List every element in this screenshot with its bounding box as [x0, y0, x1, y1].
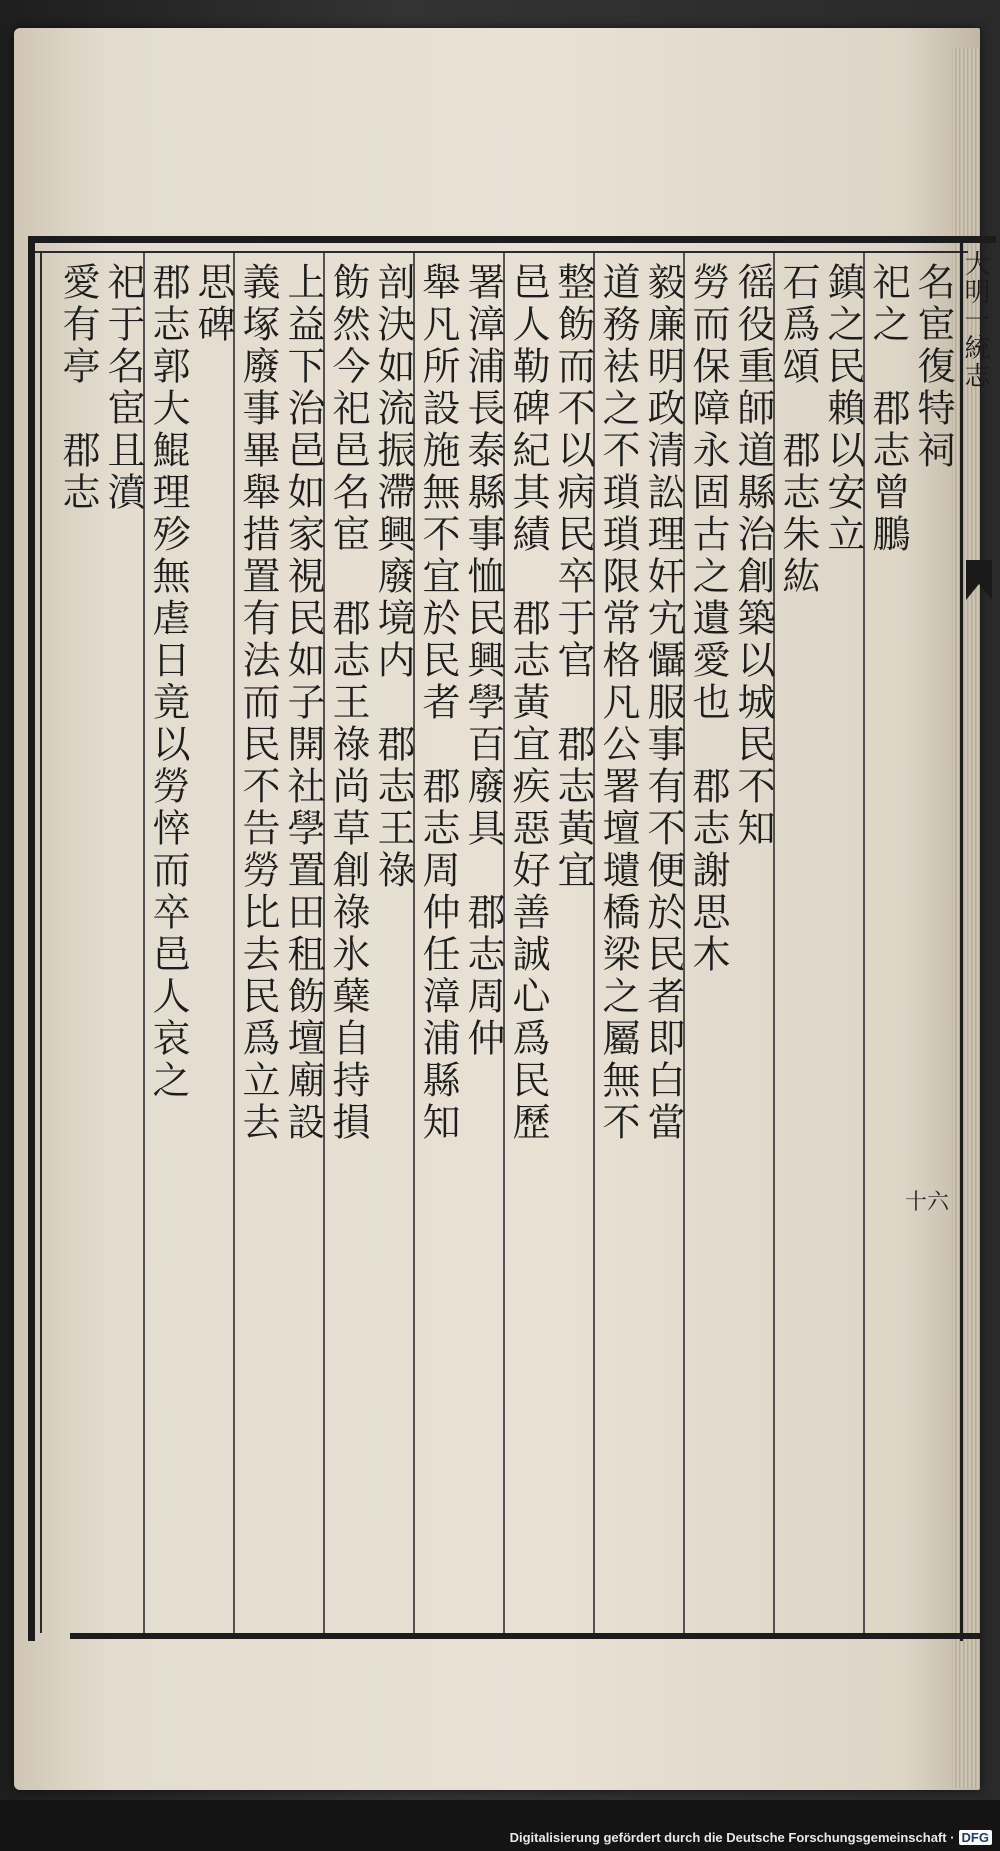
text-column-12: 舉凡所設施無不宜於民者 郡志周仲任漳浦縣知: [416, 262, 460, 1144]
text-column-13: 剖決如流振滯興廢境内 郡志王祿: [371, 262, 415, 892]
text-column-9: 整飭而不以病民卒于官 郡志黃宜: [551, 262, 595, 892]
text-column-6: 勞而保障永固古之遺愛也 郡志謝思木: [686, 262, 730, 976]
text-column-20: 愛有亭 郡志: [56, 262, 100, 514]
credit-text: Digitalisierung gefördert durch die Deutsche Forschungsgemeinschaft ·: [509, 1830, 955, 1845]
frame-left-inner-border: [40, 253, 42, 1633]
footer-strip: [0, 1800, 1000, 1851]
frame-left-border: [28, 236, 35, 1641]
text-column-1: 名宦復特祠: [911, 262, 955, 472]
banxin-center-strip: [960, 236, 999, 1641]
text-column-5: 徭役重師道縣治創築以城民不知: [731, 262, 775, 850]
text-column-2: 祀之 郡志曾鵬: [866, 262, 910, 556]
digitization-credit: [510, 1830, 992, 1845]
dfg-logo: DFG: [959, 1830, 992, 1845]
folio-number: 十六: [905, 1190, 950, 1215]
text-column-14: 飭然今祀邑名宦 郡志王祿尚草創祿氷蘖自持損: [326, 262, 370, 1144]
text-column-7: 毅廉明政清訟理奸宄懾服事有不便於民者即白當: [641, 262, 685, 1144]
text-column-19: 祀于名宦且濆: [101, 262, 145, 514]
text-column-15: 上益下治邑如家視民如子開社學置田租飭壇廟設: [281, 262, 325, 1144]
text-column-3: 鎮之民賴以安立: [821, 262, 865, 556]
text-column-11: 署漳浦長泰縣事恤民興學百廢具 郡志周仲: [461, 262, 505, 1060]
text-column-8: 道務袪之不瑣瑣限常格凡公署壇壝橋梁之屬無不: [596, 262, 640, 1144]
text-column-16: 義塚廢事畢舉措置有法而民不告勞比去民爲立去: [236, 262, 280, 1144]
banxin-title: 大明一統志: [960, 250, 990, 390]
frame-bottom-border: [70, 1633, 980, 1639]
text-column-17: 思碑: [191, 262, 235, 346]
frame-top-border: [28, 236, 996, 243]
text-column-4: 石爲頌 郡志朱紘: [776, 262, 820, 598]
frame-top-inner-border: [28, 251, 968, 253]
text-column-10: 邑人勒碑紀其績 郡志黃宜疾惡好善誠心爲民歷: [506, 262, 550, 1144]
text-column-18: 郡志郭大鯤理殄無虐日竟以勞悴而卒邑人哀之: [146, 262, 190, 1102]
